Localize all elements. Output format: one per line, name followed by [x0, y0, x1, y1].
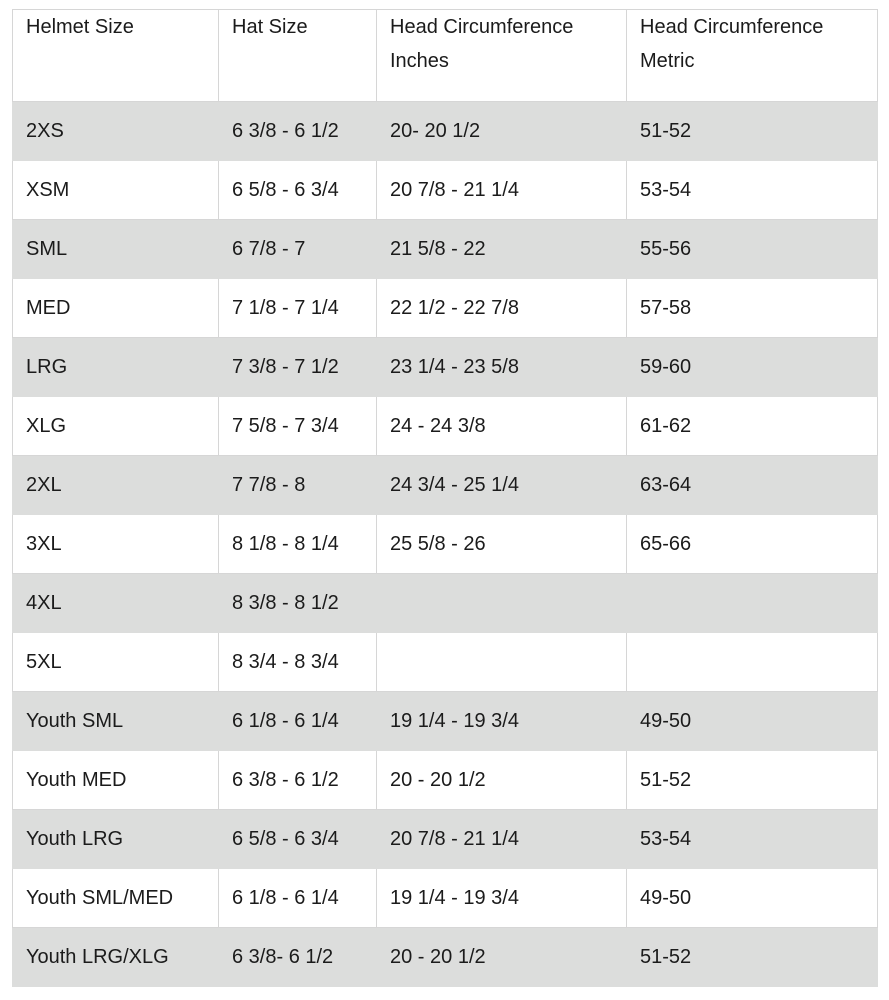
cell-circumference-inches: 22 1/2 - 22 7/8 — [377, 279, 627, 338]
table-row — [13, 869, 878, 928]
cell-circumference-inches: 20 - 20 1/2 — [377, 751, 627, 810]
table-row — [13, 633, 878, 692]
cell-circumference-metric: 49-50 — [627, 692, 878, 751]
table-row — [13, 515, 878, 574]
cell-circumference-metric: 55-56 — [627, 220, 878, 279]
header-row — [13, 10, 878, 102]
table-row — [13, 102, 878, 161]
cell-hat-size: 6 3/8- 6 1/2 — [219, 928, 377, 987]
cell-circumference-inches: 20 - 20 1/2 — [377, 928, 627, 987]
cell-circumference-metric — [627, 633, 878, 692]
cell-hat-size: 7 7/8 - 8 — [219, 456, 377, 515]
cell-helmet-size: Youth LRG/XLG — [13, 928, 219, 987]
cell-helmet-size: XSM — [13, 161, 219, 220]
cell-circumference-inches: 24 3/4 - 25 1/4 — [377, 456, 627, 515]
table-row — [13, 456, 878, 515]
cell-circumference-metric: 51-52 — [627, 102, 878, 161]
cell-circumference-inches: 20 7/8 - 21 1/4 — [377, 810, 627, 869]
helmet-sizing-table — [12, 9, 878, 987]
cell-hat-size: 6 3/8 - 6 1/2 — [219, 102, 377, 161]
table-row — [13, 810, 878, 869]
cell-circumference-metric: 57-58 — [627, 279, 878, 338]
table-row — [13, 338, 878, 397]
cell-circumference-inches: 20 7/8 - 21 1/4 — [377, 161, 627, 220]
cell-hat-size: 7 5/8 - 7 3/4 — [219, 397, 377, 456]
header-line: Head Circumference — [640, 16, 824, 38]
cell-circumference-metric: 53-54 — [627, 161, 878, 220]
table-row — [13, 161, 878, 220]
table-row — [13, 279, 878, 338]
cell-hat-size: 6 7/8 - 7 — [219, 220, 377, 279]
cell-helmet-size: Youth LRG — [13, 810, 219, 869]
table-row — [13, 574, 878, 633]
cell-hat-size: 6 5/8 - 6 3/4 — [219, 161, 377, 220]
cell-circumference-inches: 21 5/8 - 22 — [377, 220, 627, 279]
cell-circumference-inches: 25 5/8 - 26 — [377, 515, 627, 574]
table-row — [13, 692, 878, 751]
cell-helmet-size: 5XL — [13, 633, 219, 692]
header-line: Inches — [390, 50, 449, 72]
cell-hat-size: 7 3/8 - 7 1/2 — [219, 338, 377, 397]
cell-hat-size: 7 1/8 - 7 1/4 — [219, 279, 377, 338]
cell-helmet-size: MED — [13, 279, 219, 338]
cell-circumference-metric — [627, 574, 878, 633]
cell-hat-size: 6 1/8 - 6 1/4 — [219, 869, 377, 928]
cell-circumference-metric: 51-52 — [627, 928, 878, 987]
cell-hat-size: 8 3/4 - 8 3/4 — [219, 633, 377, 692]
column-header-helmet-size — [13, 10, 219, 102]
cell-hat-size: 8 1/8 - 8 1/4 — [219, 515, 377, 574]
cell-circumference-inches: 19 1/4 - 19 3/4 — [377, 869, 627, 928]
cell-circumference-inches — [377, 633, 627, 692]
cell-circumference-metric: 51-52 — [627, 751, 878, 810]
cell-hat-size: 6 5/8 - 6 3/4 — [219, 810, 377, 869]
sizing-chart-container — [12, 9, 877, 987]
table-row — [13, 397, 878, 456]
cell-circumference-metric: 61-62 — [627, 397, 878, 456]
cell-hat-size: 6 3/8 - 6 1/2 — [219, 751, 377, 810]
header-line: Helmet Size — [26, 16, 134, 38]
column-header-hat-size — [219, 10, 377, 102]
cell-helmet-size: SML — [13, 220, 219, 279]
cell-circumference-metric: 59-60 — [627, 338, 878, 397]
header-line: Metric — [640, 50, 695, 72]
cell-circumference-metric: 65-66 — [627, 515, 878, 574]
cell-circumference-metric: 53-54 — [627, 810, 878, 869]
cell-circumference-inches: 23 1/4 - 23 5/8 — [377, 338, 627, 397]
column-header-circumference-metric — [627, 10, 878, 102]
cell-helmet-size: Youth SML/MED — [13, 869, 219, 928]
cell-circumference-inches: 19 1/4 - 19 3/4 — [377, 692, 627, 751]
column-header-circumference-inches — [377, 10, 627, 102]
header-line: Hat Size — [232, 16, 308, 38]
header-line: Head Circumference — [390, 16, 574, 38]
table-row — [13, 928, 878, 987]
cell-helmet-size: Youth MED — [13, 751, 219, 810]
cell-circumference-inches: 20- 20 1/2 — [377, 102, 627, 161]
table-body — [13, 102, 878, 987]
table-header — [13, 10, 878, 102]
cell-helmet-size: 4XL — [13, 574, 219, 633]
cell-circumference-inches — [377, 574, 627, 633]
cell-circumference-inches: 24 - 24 3/8 — [377, 397, 627, 456]
cell-helmet-size: LRG — [13, 338, 219, 397]
cell-helmet-size: XLG — [13, 397, 219, 456]
cell-hat-size: 6 1/8 - 6 1/4 — [219, 692, 377, 751]
cell-circumference-metric: 63-64 — [627, 456, 878, 515]
cell-helmet-size: Youth SML — [13, 692, 219, 751]
table-row — [13, 751, 878, 810]
cell-hat-size: 8 3/8 - 8 1/2 — [219, 574, 377, 633]
cell-circumference-metric: 49-50 — [627, 869, 878, 928]
cell-helmet-size: 3XL — [13, 515, 219, 574]
cell-helmet-size: 2XL — [13, 456, 219, 515]
cell-helmet-size: 2XS — [13, 102, 219, 161]
table-row — [13, 220, 878, 279]
